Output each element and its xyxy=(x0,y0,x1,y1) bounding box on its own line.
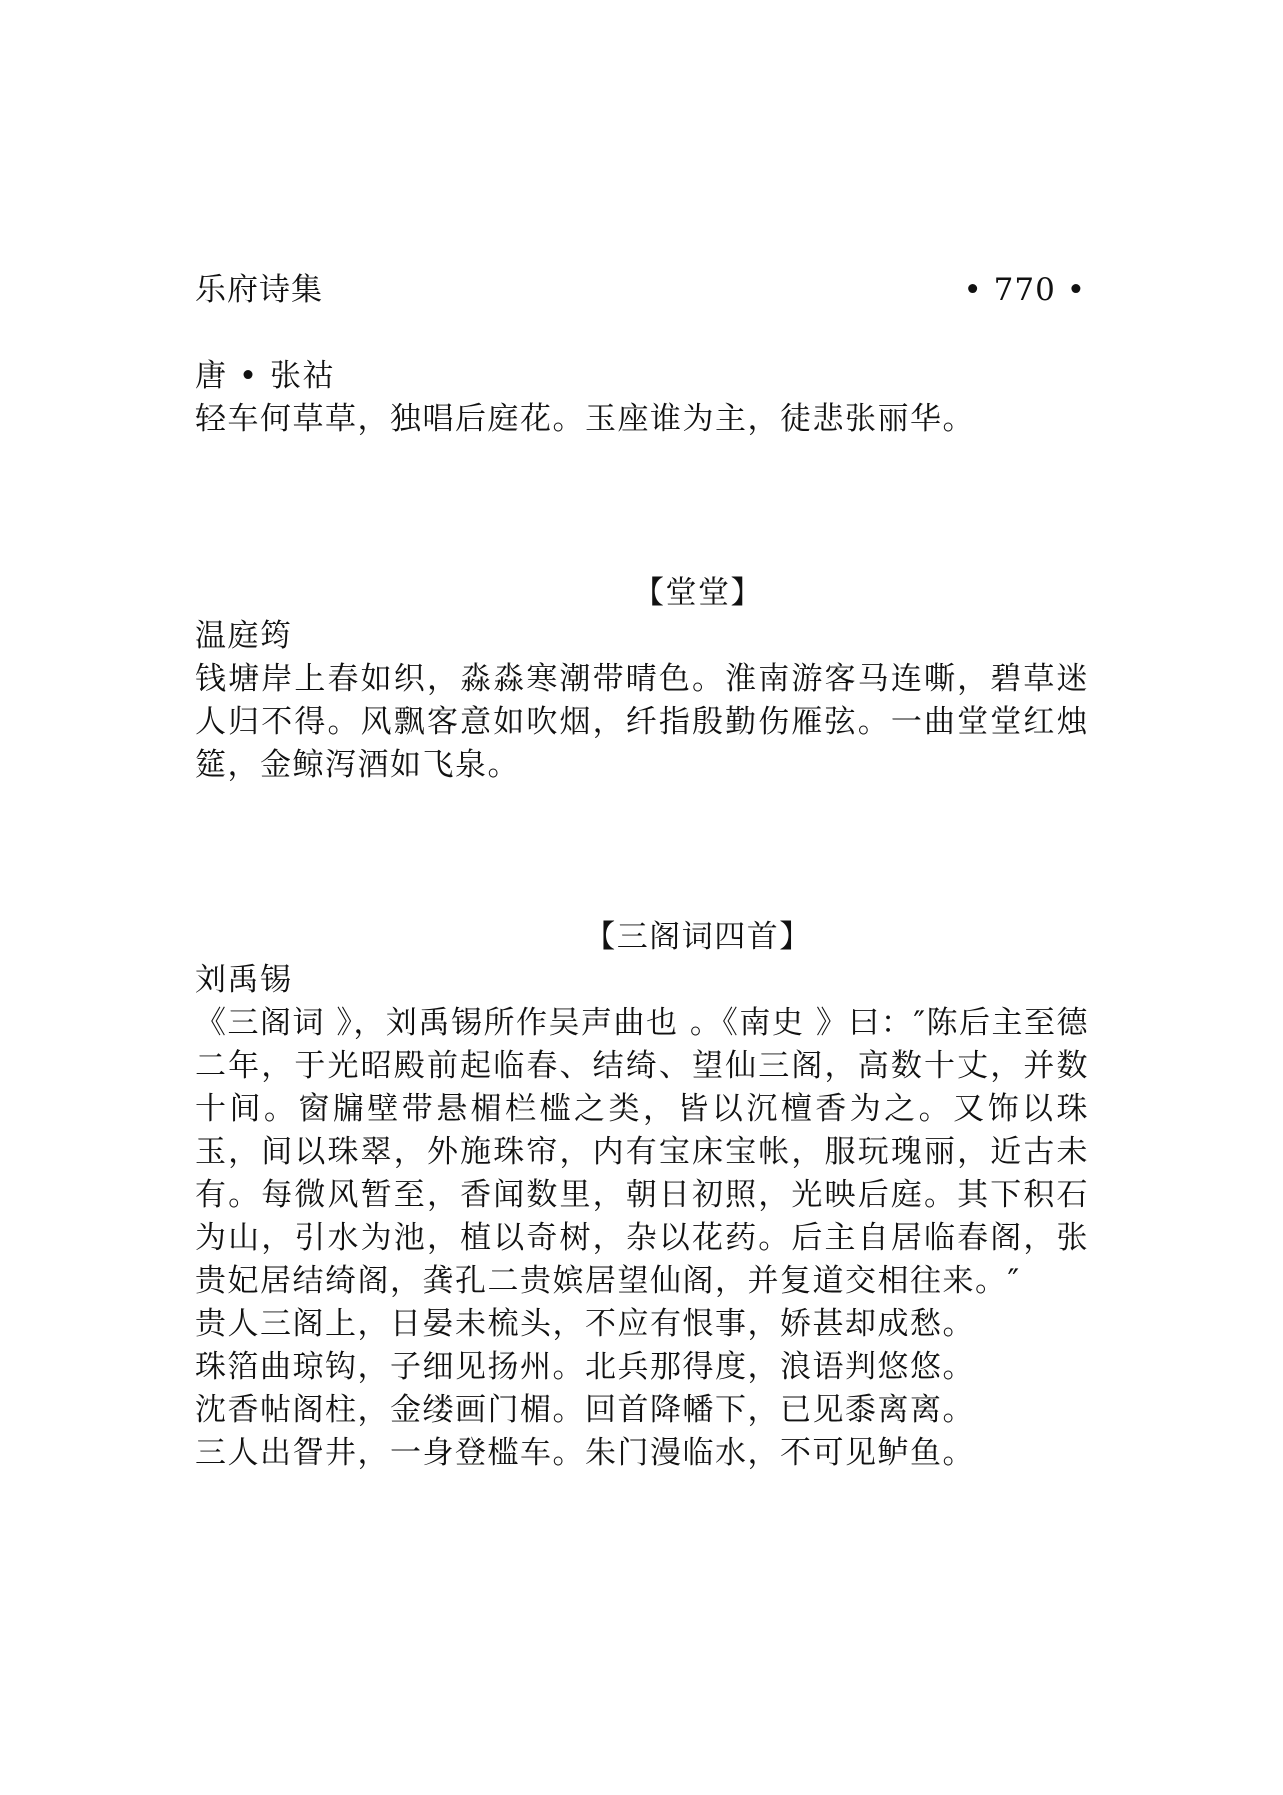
poem-verse: 贵人三阁上，日晏未梳头，不应有恨事，娇甚却成愁。 xyxy=(195,1306,975,1342)
section-title: 【三阁词四首】 xyxy=(584,919,812,955)
page-number: • 770 • xyxy=(963,272,1086,308)
poem-author: 温庭筠 xyxy=(195,618,293,654)
book-title: 乐府诗集 xyxy=(195,272,323,308)
poem-verse: 沈香帖阁柱，金缕画门楣。回首降幡下，已见黍离离。 xyxy=(195,1392,975,1428)
poem-author: 刘禹锡 xyxy=(195,962,293,998)
section-sange xyxy=(195,916,1089,1475)
poem-preface: 《三阁词 》，刘禹锡所作吴声曲也 。《南史 》曰：″陈后主至德二年，于光昭殿前起临春、结绮、望仙三阁，高数十丈，并数十间。窗牖壁带悬楣栏槛之类，皆以沉檀香为之。又饰以珠玉，间以珠翠，外施珠帘，内有宝床宝帐，服玩瑰丽，近古未有。每微风暂至，香闻数里，朝日初照，光映后庭。其下积石为山，引水为池，植以奇树，杂以花药。后主自居临春阁，张贵妃居结绮阁，龚孔二贵嫔居望仙阁，并复道交相往来。″ xyxy=(195,1005,1089,1299)
section-zhanghu xyxy=(195,355,1089,441)
section-tangtang xyxy=(195,572,1089,787)
poem-verse: 三人出眢井，一身登槛车。朱门漫临水，不可见鲈鱼。 xyxy=(195,1435,975,1471)
poem-author: 唐 • 张祜 xyxy=(195,358,335,394)
section-title: 【堂堂】 xyxy=(633,575,763,611)
poem-text: 轻车何草草，独唱后庭花。玉座谁为主，徒悲张丽华。 xyxy=(195,401,975,437)
poem-verse: 珠箔曲琼钩，子细见扬州。北兵那得度，浪语判悠悠。 xyxy=(195,1349,975,1385)
poem-text: 钱塘岸上春如织，淼淼寒潮带晴色。淮南游客马连嘶，碧草迷人归不得。风飘客意如吹烟，纤指殷勤伤雁弦。一曲堂堂红烛筵，金鲸泻酒如飞泉。 xyxy=(195,661,1089,783)
